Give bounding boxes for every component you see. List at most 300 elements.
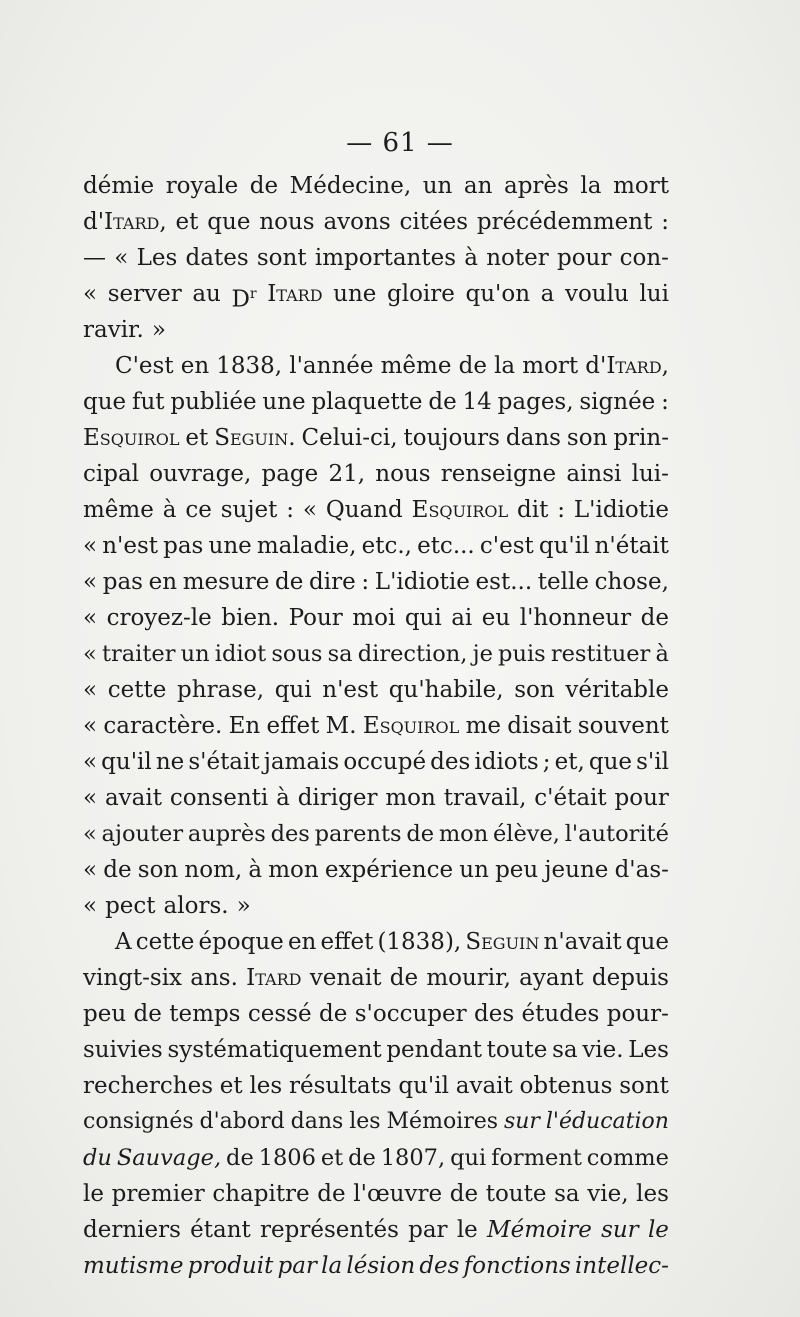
word: un <box>422 173 453 199</box>
word: de <box>449 1181 479 1207</box>
text-line <box>83 492 669 528</box>
text-line <box>83 672 669 708</box>
word: server <box>107 281 182 307</box>
word: n'était <box>594 533 669 559</box>
word: pages, <box>497 389 574 415</box>
word: le <box>647 1217 669 1243</box>
word: résultats <box>289 1073 392 1099</box>
word: parents <box>314 821 402 847</box>
word: « <box>83 821 97 847</box>
text-line <box>83 204 669 240</box>
word: son <box>137 857 179 883</box>
word: Sauvage, <box>116 1145 222 1171</box>
word: de <box>458 353 487 379</box>
word: ; <box>542 749 551 775</box>
word: mon <box>385 785 436 811</box>
word: toujours <box>403 425 500 451</box>
word: systématiquement <box>167 1037 382 1063</box>
word: forment <box>491 1145 582 1171</box>
word: sa <box>327 641 353 667</box>
word: qu'il <box>538 533 590 559</box>
word: et <box>320 1145 344 1171</box>
text-line <box>83 1140 669 1176</box>
text-line <box>83 420 669 456</box>
word: à <box>276 785 290 811</box>
word: souvent <box>577 713 669 739</box>
word: : <box>361 569 370 595</box>
word: Les <box>628 1037 669 1063</box>
word: avait <box>455 1073 513 1099</box>
word: gloire <box>387 281 455 307</box>
word: représentés <box>260 1217 399 1243</box>
text-line <box>83 1248 669 1284</box>
word: toute <box>485 1181 547 1207</box>
word: que <box>588 749 633 775</box>
word: son <box>514 677 555 703</box>
word: dans <box>290 1109 344 1134</box>
word: l'honneur <box>519 605 632 631</box>
word: l'autorité <box>564 821 669 847</box>
word: après <box>504 173 569 199</box>
word: « <box>83 713 98 739</box>
word: dates <box>185 245 249 271</box>
word: restituer <box>550 641 651 667</box>
word: « <box>83 533 98 559</box>
text-line <box>83 636 669 672</box>
word: son <box>566 425 608 451</box>
word: sous <box>271 641 323 667</box>
word: Seguin. <box>214 425 296 451</box>
word: phrase, <box>177 677 265 703</box>
word: : <box>661 389 669 415</box>
word: qu'il <box>398 1073 449 1099</box>
word: un <box>180 641 210 667</box>
word: peu <box>495 857 539 883</box>
word: à <box>162 497 177 523</box>
word: sur <box>601 1217 639 1243</box>
word: d'abord <box>199 1109 285 1134</box>
word: de <box>226 1145 254 1171</box>
word: « <box>83 749 98 775</box>
word: de <box>428 389 457 415</box>
word: « <box>83 785 98 811</box>
word: mort <box>613 173 669 199</box>
word: même <box>83 497 154 523</box>
word: — <box>83 245 106 271</box>
word: venait <box>309 965 382 991</box>
word: lui <box>639 281 669 307</box>
word: mon <box>268 857 319 883</box>
word: obtenus <box>519 1073 613 1099</box>
word: par <box>277 1253 317 1279</box>
word: : <box>661 209 669 235</box>
word: « <box>83 641 97 667</box>
word: prin- <box>613 425 669 451</box>
text-line <box>83 780 669 816</box>
word: lui- <box>631 461 669 487</box>
text-line <box>83 276 669 312</box>
word: ans. <box>190 965 238 991</box>
word: pendant <box>386 1037 482 1063</box>
word: dans <box>505 425 561 451</box>
word: sont <box>619 1073 669 1099</box>
word: $D^r$ <box>231 286 257 313</box>
word: Quand <box>325 497 403 523</box>
word: je <box>472 641 493 667</box>
word: Médecine, <box>289 173 412 199</box>
word: telle <box>537 569 589 595</box>
word: le <box>83 1181 104 1207</box>
word: qui <box>404 605 442 631</box>
word: pas <box>163 533 204 559</box>
word: pour <box>614 785 669 811</box>
word: Mémoires <box>386 1109 499 1134</box>
word: ayant <box>519 965 584 991</box>
word: mon <box>438 821 489 847</box>
word: lésion <box>346 1253 416 1279</box>
word: eu <box>481 605 511 631</box>
word: que <box>207 209 251 235</box>
word: bien. <box>221 605 280 631</box>
word: et <box>175 209 199 235</box>
word: s'il <box>636 749 669 775</box>
word: de <box>640 605 669 631</box>
word: publiée <box>170 389 257 415</box>
word: idiot <box>214 641 267 667</box>
body-text <box>83 168 669 1284</box>
word: que <box>83 389 127 415</box>
word: la <box>580 173 602 199</box>
word: maladie, <box>256 533 357 559</box>
word: qui <box>450 1145 487 1171</box>
word: Esquirol <box>362 713 460 739</box>
word: élève, <box>492 821 560 847</box>
word: consenti <box>169 785 269 811</box>
word: produit <box>187 1253 274 1279</box>
word: en <box>148 569 178 595</box>
text-line <box>83 816 669 852</box>
word: « <box>83 677 98 703</box>
text-line <box>83 888 669 924</box>
text-line <box>83 1032 669 1068</box>
word: nom, <box>184 857 243 883</box>
word: du <box>83 1145 112 1171</box>
word: sur <box>503 1109 540 1134</box>
word: peu <box>83 1001 127 1027</box>
text-line <box>83 348 669 384</box>
word: noter <box>486 245 549 271</box>
word: et <box>219 1073 243 1099</box>
text-line <box>83 456 669 492</box>
word: qu'on <box>465 281 531 307</box>
word: les <box>636 1181 669 1207</box>
word: an <box>463 173 493 199</box>
word: les <box>249 1073 283 1099</box>
word: l'œuvre <box>353 1181 443 1207</box>
word: « <box>83 893 98 919</box>
word: une <box>208 533 252 559</box>
word: qu'habile, <box>388 677 504 703</box>
word: de <box>406 821 435 847</box>
word: Celui-ci, <box>301 425 398 451</box>
page-number: — 61 — <box>346 128 454 158</box>
text-line <box>83 924 669 960</box>
word: de <box>133 1001 162 1027</box>
word: mesure <box>182 569 270 595</box>
word: ajouter <box>101 821 184 847</box>
word: études <box>521 1001 600 1027</box>
text-line <box>83 600 669 636</box>
word: royale <box>165 173 239 199</box>
word: pect <box>105 893 156 919</box>
word: « <box>114 245 129 271</box>
word: n'est <box>102 533 158 559</box>
text-line <box>83 744 669 780</box>
word: avons <box>323 209 391 235</box>
word: ainsi <box>566 461 622 487</box>
word: pour <box>556 245 612 271</box>
word: Esquirol <box>83 425 180 451</box>
word: » <box>151 317 166 343</box>
word: voulu <box>564 281 629 307</box>
word: ouvrage, <box>149 461 252 487</box>
word: vie, <box>587 1181 629 1207</box>
word: c'était <box>534 785 607 811</box>
word: diriger <box>297 785 378 811</box>
word: les <box>349 1109 381 1134</box>
word: toute <box>486 1037 548 1063</box>
word: au <box>192 281 221 307</box>
word: d'as- <box>614 857 669 883</box>
word: renseigne <box>440 461 557 487</box>
word: une <box>333 281 377 307</box>
word: à <box>464 245 478 271</box>
text-line <box>83 1212 669 1248</box>
word: cipal <box>83 461 140 487</box>
word: me <box>465 713 501 739</box>
word: importantes <box>314 245 456 271</box>
word: effet <box>320 929 374 955</box>
word: mutisme <box>83 1253 184 1279</box>
word: nous <box>375 461 431 487</box>
word: Esquirol <box>411 497 509 523</box>
word: des <box>270 821 310 847</box>
word: des <box>430 749 471 775</box>
text-line <box>83 312 669 348</box>
word: ne <box>155 749 185 775</box>
text-line <box>83 708 669 744</box>
word: 1806 <box>258 1145 316 1171</box>
word: (1838), <box>377 929 462 955</box>
word: travail, <box>443 785 527 811</box>
word: nous <box>259 209 315 235</box>
text-line <box>83 1176 669 1212</box>
word: occupé <box>343 749 427 775</box>
word: de <box>317 1181 346 1207</box>
word: de <box>389 965 419 991</box>
word: le <box>456 1217 478 1243</box>
word: depuis <box>591 965 669 991</box>
word: démie <box>83 173 155 199</box>
word: disait <box>507 713 572 739</box>
word: ravir. <box>83 317 144 343</box>
text-line <box>83 168 669 204</box>
word: En <box>228 713 261 739</box>
text-line <box>83 852 669 888</box>
word: : <box>286 497 294 523</box>
word: intellec- <box>574 1253 669 1279</box>
word: de <box>249 173 279 199</box>
word: alors. <box>163 893 229 919</box>
word: page <box>261 461 319 487</box>
word: en <box>180 353 210 379</box>
word: chapitre <box>212 1181 310 1207</box>
word: idiots <box>474 749 539 775</box>
word: « <box>83 569 98 595</box>
word: temps <box>169 1001 241 1027</box>
word: C'est <box>115 353 174 379</box>
word: auprès <box>187 821 266 847</box>
word: Itard <box>246 965 302 991</box>
text-line <box>83 996 669 1032</box>
word: par <box>408 1217 448 1243</box>
word: M. <box>325 713 357 739</box>
word: sa <box>552 1037 578 1063</box>
word: pas <box>102 569 143 595</box>
word: de <box>103 857 132 883</box>
text-line <box>83 240 669 276</box>
word: puis <box>498 641 546 667</box>
word: sont <box>256 245 307 271</box>
word: et <box>185 425 209 451</box>
word: avait <box>104 785 162 811</box>
word: vie. <box>582 1037 624 1063</box>
word: s'était <box>188 749 260 775</box>
word: premier <box>111 1181 205 1207</box>
word: de <box>275 569 304 595</box>
word: caractère. <box>103 713 223 739</box>
word: signée <box>579 389 656 415</box>
word: sujet <box>220 497 278 523</box>
word: la <box>494 353 516 379</box>
text-line <box>83 528 669 564</box>
word: des <box>419 1253 460 1279</box>
word: de <box>318 1001 348 1027</box>
word: Itard <box>267 281 323 307</box>
word: comme <box>586 1145 669 1171</box>
word: étant <box>190 1217 251 1243</box>
word: qu'il <box>101 749 152 775</box>
word: direction, <box>357 641 468 667</box>
word: ai <box>451 605 473 631</box>
word: jeune <box>544 857 609 883</box>
word: l'éducation <box>545 1109 669 1134</box>
word: con- <box>619 245 669 271</box>
word: la <box>321 1253 343 1279</box>
word: chose, <box>594 569 669 595</box>
word: Mémoire <box>487 1217 592 1243</box>
text-line <box>83 960 669 996</box>
word: « <box>302 497 317 523</box>
word: 21, <box>328 461 366 487</box>
text-line <box>83 384 669 420</box>
word: dit <box>517 497 549 523</box>
word: d'Itard, <box>83 209 167 235</box>
word: fut <box>131 389 165 415</box>
word: mort <box>522 353 579 379</box>
word: un <box>459 857 489 883</box>
word: à <box>655 641 669 667</box>
word: une <box>262 389 306 415</box>
word: sa <box>554 1181 580 1207</box>
word: jamais <box>263 749 340 775</box>
word: véritable <box>565 677 669 703</box>
word: traiter <box>101 641 176 667</box>
word: « <box>83 857 98 883</box>
word: à <box>248 857 263 883</box>
word: A <box>115 929 132 955</box>
word: cette <box>107 677 167 703</box>
word: derniers <box>83 1217 181 1243</box>
word: a <box>540 281 555 307</box>
word: pour- <box>606 1001 669 1027</box>
word: vingt-six <box>83 965 183 991</box>
word: expérience <box>324 857 454 883</box>
word: recherches <box>83 1073 214 1099</box>
word: citées <box>399 209 469 235</box>
word: cessé <box>247 1001 312 1027</box>
word: L'idiotie <box>374 569 470 595</box>
word: 14 <box>462 389 492 415</box>
word: même <box>380 353 452 379</box>
word: consignés <box>83 1109 194 1134</box>
word: et, <box>554 749 585 775</box>
word: « <box>83 605 98 631</box>
word: qui <box>274 677 312 703</box>
word: » <box>236 893 251 919</box>
word: effet <box>266 713 320 739</box>
word: plaquette <box>311 389 423 415</box>
word: Pour <box>288 605 343 631</box>
word: en <box>287 929 317 955</box>
word: Les <box>136 245 178 271</box>
word: etc., <box>361 533 412 559</box>
word: n'est <box>322 677 379 703</box>
text-line <box>83 1104 669 1140</box>
word: 1807, <box>380 1145 446 1171</box>
word: que <box>625 929 669 955</box>
word: cette <box>135 929 195 955</box>
word: etc... <box>417 533 475 559</box>
word: « <box>83 281 98 307</box>
word: époque <box>198 929 284 955</box>
word: mourir, <box>426 965 511 991</box>
word: des <box>474 1001 515 1027</box>
word: Seguin <box>465 929 540 955</box>
word: moi <box>352 605 396 631</box>
word: est... <box>475 569 533 595</box>
word: l'année <box>289 353 374 379</box>
word: d'Itard, <box>585 353 669 379</box>
word: de <box>348 1145 376 1171</box>
text-line <box>83 1068 669 1104</box>
word: L'idiotie <box>573 497 669 523</box>
word: précédemment <box>476 209 653 235</box>
word: 1838, <box>216 353 283 379</box>
word: n'avait <box>543 929 622 955</box>
word: dire <box>309 569 356 595</box>
word: ce <box>185 497 212 523</box>
